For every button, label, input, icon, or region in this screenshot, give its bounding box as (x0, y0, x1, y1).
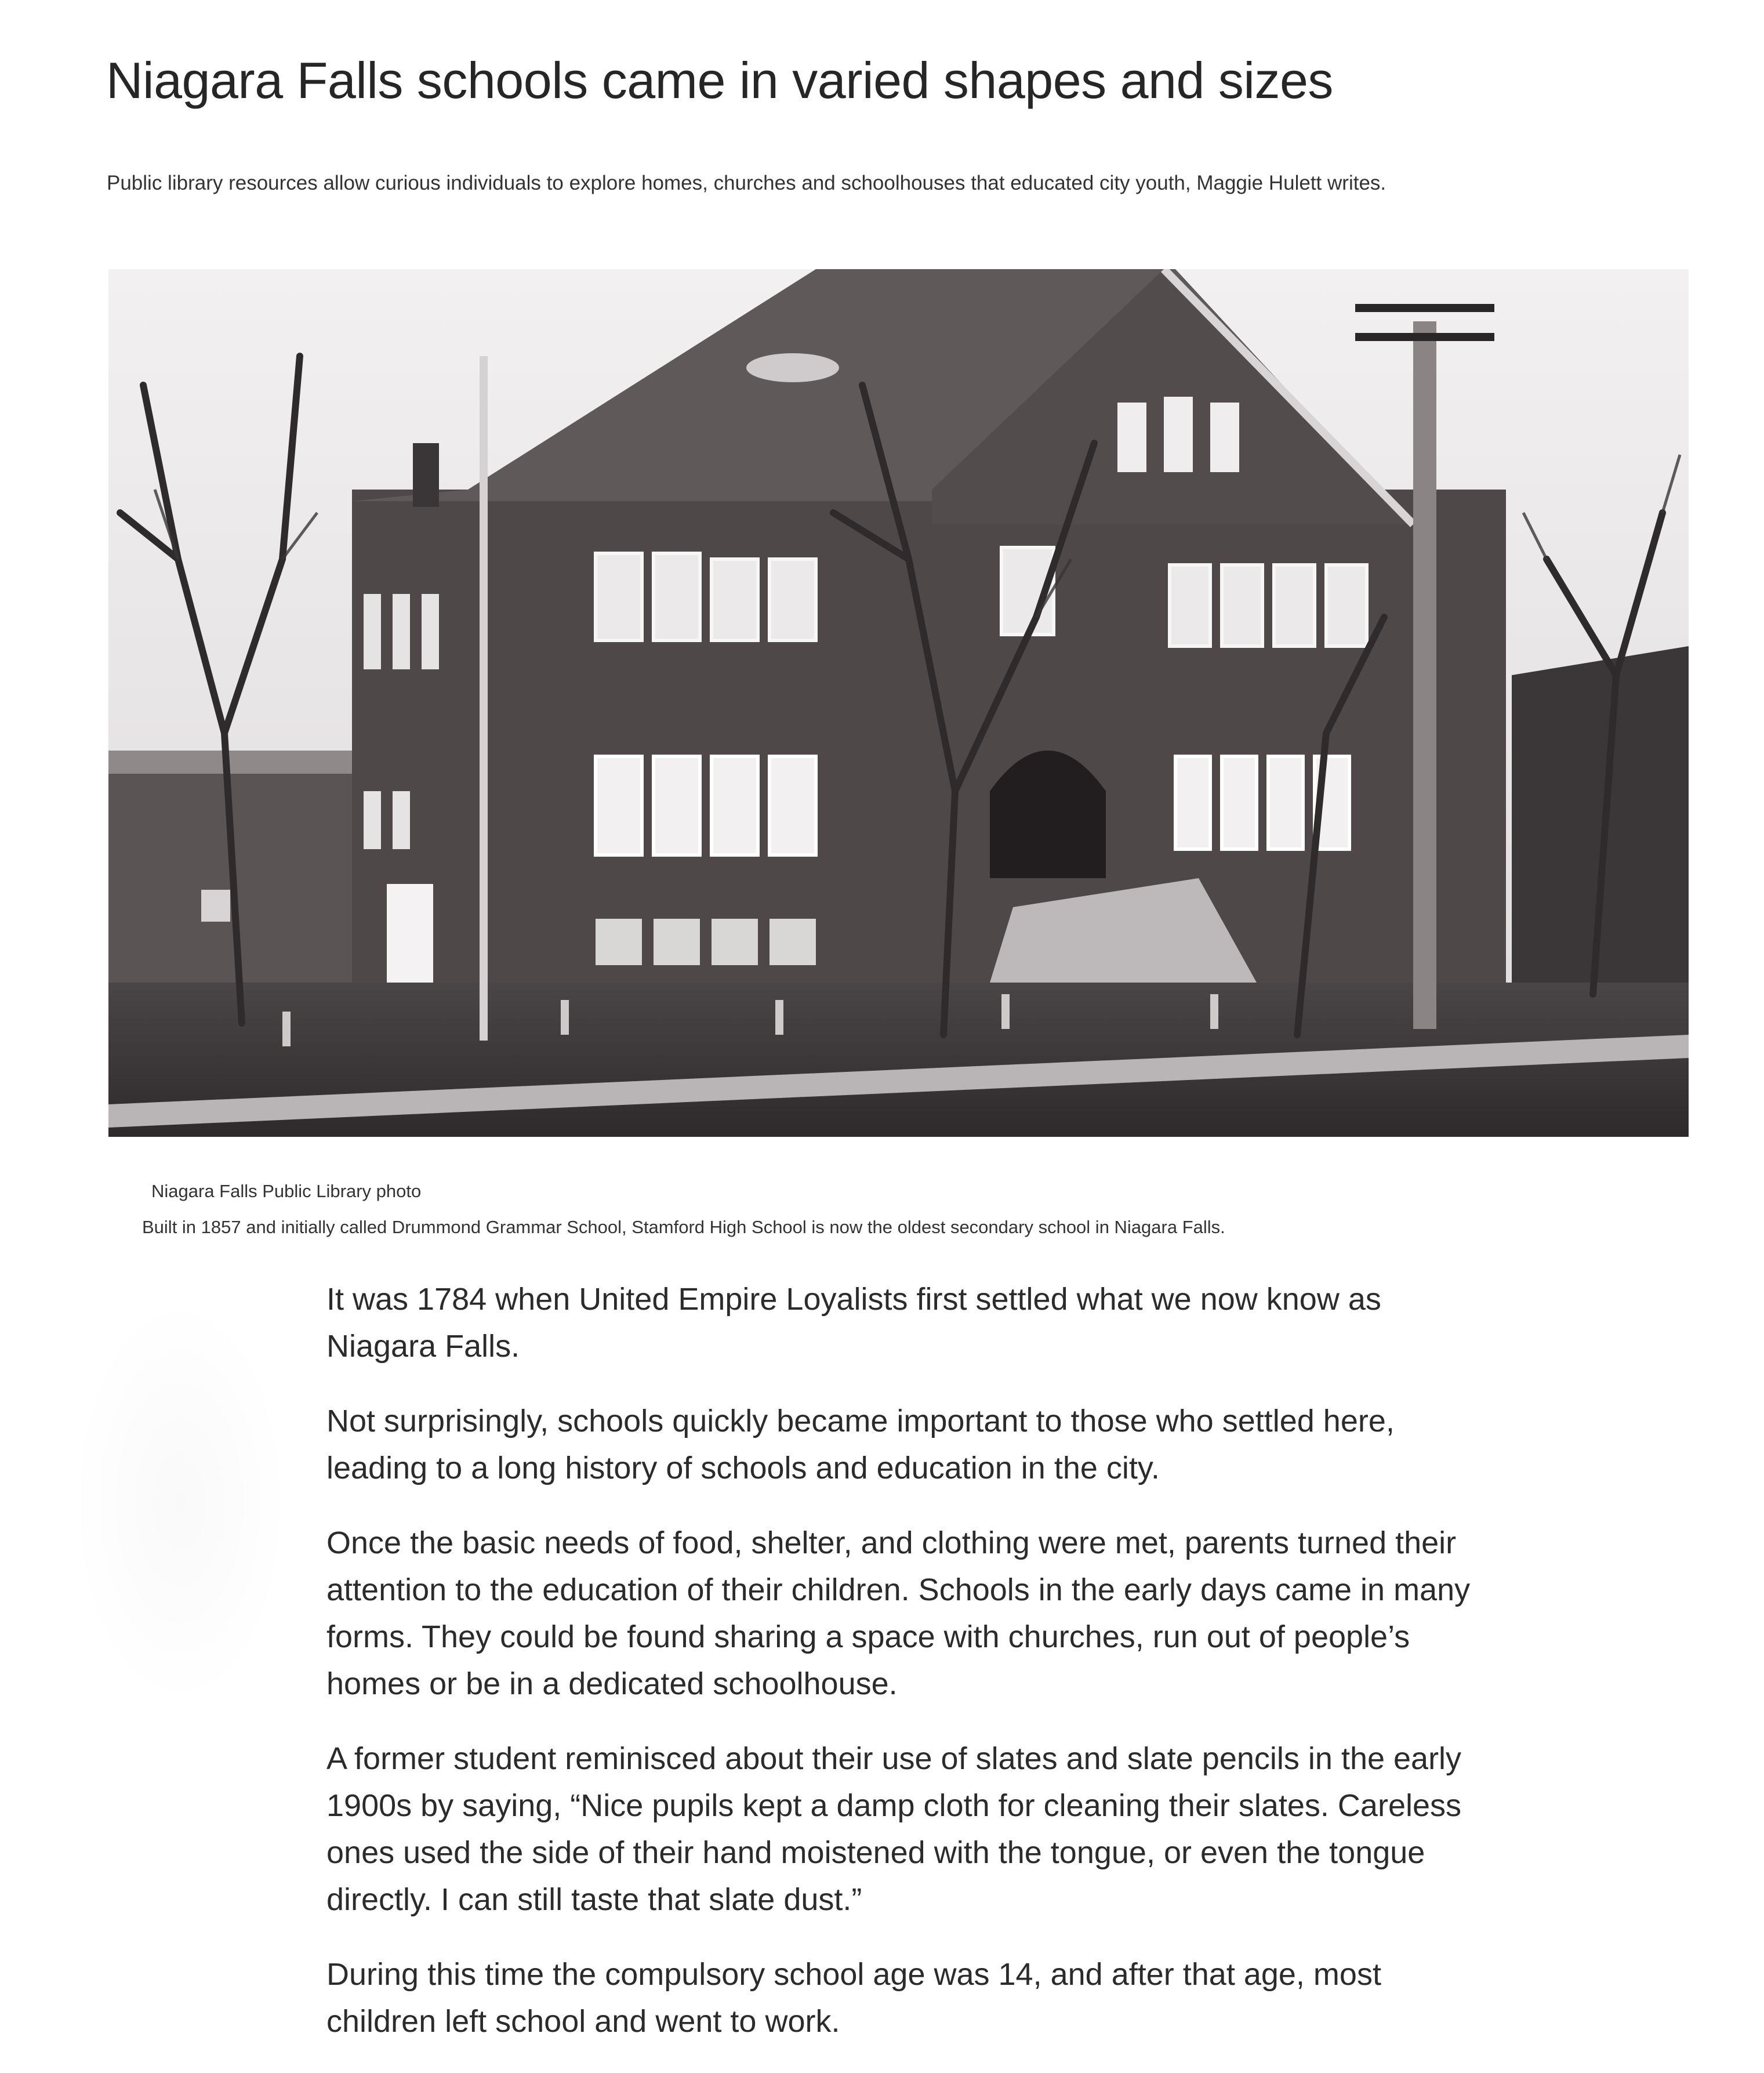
body-paragraph: A former student reminisced about their use of slates and slate pencils in the early 1900s by saying, “Nice pupils kept a damp cloth for cleaning their slates. Careless ones used the side of their hand moistened with the tongue, or even the tongue directly. I can still taste that slate dust.” (326, 1741, 1462, 1917)
article-body (326, 1276, 1486, 2073)
school-building-photo (108, 269, 1689, 1137)
body-paragraph: Not surprisingly, schools quickly became important to those who settled here, leading to a long history of schools and education in the city. (326, 1404, 1395, 1485)
photo-caption: Built in 1857 and initially called Drummond Grammar School, Stamford High School is now the oldest secondary school in Niagara Falls. (142, 1217, 1225, 1237)
body-paragraph: It was 1784 when United Empire Loyalists first settled what we now know as Niagara Falls. (326, 1282, 1381, 1364)
article-dek: Public library resources allow curious individuals to explore homes, churches and schoolhouses that educated city youth, Maggie Hulett writes. (107, 172, 1386, 194)
article-headline: Niagara Falls schools came in varied shapes and sizes (106, 52, 1333, 109)
body-paragraph: During this time the compulsory school age was 14, and after that age, most children left school and went to work. (326, 1957, 1381, 2039)
body-paragraph: Once the basic needs of food, shelter, and clothing were met, parents turned their attention to the education of their children. Schools in the early days came in many forms. They could be found sharing a space with churches, run out of people’s homes or be in a dedicated schoolhouse. (326, 1525, 1471, 1701)
photo-credit: Niagara Falls Public Library photo (151, 1181, 422, 1201)
scan-smudge (70, 1293, 290, 1711)
